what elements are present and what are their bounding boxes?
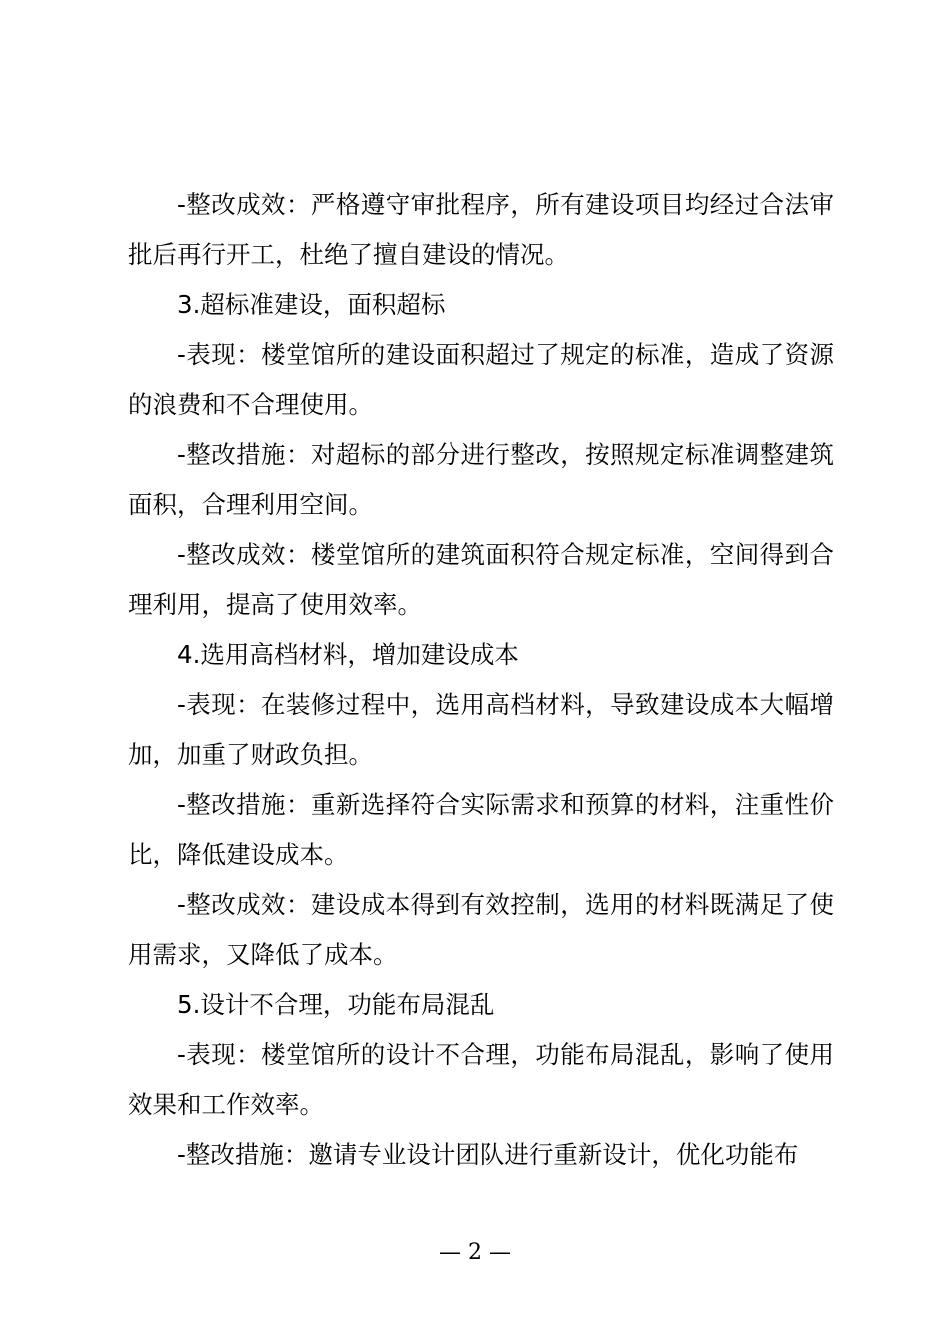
paragraph-rectification-effect-materials: -整改成效：建设成本得到有效控制，选用的材料既满足了使用需求，又降低了成本。 <box>128 890 834 969</box>
heading-item-3: 3.超标准建设，面积超标 <box>177 290 446 319</box>
page-number: — 2 — <box>439 1240 511 1265</box>
heading-item-4: 4.选用高档材料，增加建设成本 <box>177 640 519 669</box>
body-text <box>128 180 834 1180</box>
paragraph-manifestation-area: -表现：楼堂馆所的建设面积超过了规定的标准，造成了资源的浪费和不合理使用。 <box>128 340 834 419</box>
heading-item-5: 5.设计不合理，功能布局混乱 <box>177 990 495 1019</box>
paragraph-rectification-measure-materials: -整改措施：重新选择符合实际需求和预算的材料，注重性价比，降低建设成本。 <box>128 790 834 869</box>
paragraph-manifestation-materials: -表现：在装修过程中，选用高档材料，导致建设成本大幅增加，加重了财政负担。 <box>128 690 834 769</box>
paragraph-rectification-effect-approval: -整改成效：严格遵守审批程序，所有建设项目均经过合法审批后再行开工，杜绝了擅自建设的情况。 <box>128 190 834 269</box>
paragraph-manifestation-design: -表现：楼堂馆所的设计不合理，功能布局混乱，影响了使用效果和工作效率。 <box>128 1040 834 1119</box>
paragraph-rectification-effect-area: -整改成效：楼堂馆所的建筑面积符合规定标准，空间得到合理利用，提高了使用效率。 <box>128 540 834 619</box>
paragraph-rectification-measure-design: -整改措施：邀请专业设计团队进行重新设计，优化功能布 <box>177 1140 799 1169</box>
paragraph-rectification-measure-area: -整改措施：对超标的部分进行整改，按照规定标准调整建筑面积，合理利用空间。 <box>128 440 834 519</box>
